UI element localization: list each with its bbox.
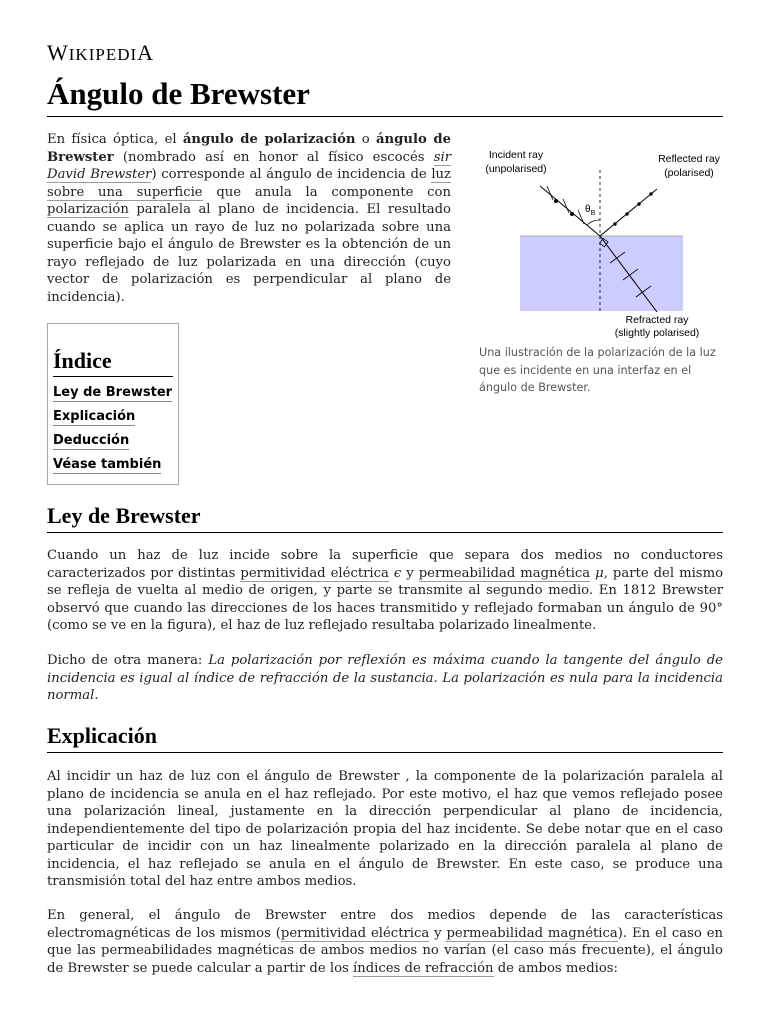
link-permeabilidad-2[interactable]: permeabilidad magnética [446,925,618,941]
ley-paragraph-1: Cuando un haz de luz incide sobre la superficie que separa dos medios no conductores caracterizados por distintas permitividad eléctrica ϵ y permeabilidad magnética μ, parte del mismo se refleja de vuelta al medio de origen, y parte se transmite al segundo medio. En 1812 Brewster observó que cuando las direcciones de los haces transmitido y reflejado formaban un ángulo de 90° (como se ve en la figura), el haz de luz reflejado resultaba polarizado linealmente. [47,548,724,633]
incident-ray-label: Incident ray [488,149,544,161]
link-indices-refraccion[interactable]: índices de refracción [353,960,494,976]
link-light-on-surface[interactable]: luz sobre una superficie [47,167,452,200]
toc-item-ley-de-brewster[interactable]: Ley de Brewster [53,385,173,400]
reflected-ray [600,189,657,236]
figure-caption: Una ilustración de la polarización de la luz que es incidente en una interfaz en el ángulo de Brewster. [479,346,716,394]
refracted-ray-sublabel: (slightly polarised) [614,327,700,339]
page-title: Ángulo de Brewster [47,76,723,117]
wikipedia-logo[interactable]: WIKIPEDIA [47,40,155,65]
intro-paragraph: En física óptica, el ángulo de polarización o ángulo de Brewster (nombrado así en honor al físico escocés sir David Brewster) corresponde al ángulo de incidencia de luz sobre una superficie que anula la componente con polarización paralela al plano de incidencia. El resultado cuando se aplica un rayo de luz no polarizada sobre una superficie bajo el ángulo de Brewster es la obtención de un rayo reflejado de luz polarizada en una dirección (cuyo vector de polarización es perpendicular al plano de incidencia). [47,132,452,305]
link-permeabilidad[interactable]: permeabilidad magnética [418,565,591,581]
toc-item-explicacion[interactable]: Explicación [53,409,136,424]
section-heading-ley-de-brewster: Ley de Brewster [47,503,723,533]
reflected-ray-label: Reflected ray [658,153,720,165]
theta-label: $\theta_B$ [585,204,596,217]
bold-term-brewster-angle: ángulo de Brewster [47,132,452,165]
angle-arc [587,220,600,225]
reflected-ray-sublabel: (polarised) [664,167,714,179]
medium-region [520,236,683,311]
toc-item-vease-tambien[interactable]: Véase también [53,457,162,472]
link-permitividad-2[interactable]: permitividad eléctrica [280,925,430,941]
table-of-contents [47,323,179,485]
link-david-brewster[interactable]: sir David Brewster [47,149,451,182]
toc-item-deduccion[interactable]: Deducción [53,433,130,448]
ley-paragraph-2: Dicho de otra manera: La polarización por reflexión es máxima cuando la tangente del ángulo de incidencia es igual al índice de refracción de la sustancia. La polarización es nula para la incidencia normal. [47,653,723,703]
brewster-diagram [475,140,725,350]
explicacion-paragraph-2: En general, el ángulo de Brewster entre dos medios depende de las características electromagnéticas de los mismos (permitividad eléctrica y permeabilidad magnética). En el caso en que las permeabilidades magnéticas de ambos medios no varían (el caso más frecuente), el ángulo de Brewster se puede calcular a partir de los índices de refracción de ambos medios: [47,908,723,976]
link-polarization[interactable]: polarización [47,202,129,217]
link-permitividad[interactable]: permitividad eléctrica [240,565,389,581]
explicacion-paragraph-1: Al incidir un haz de luz con el ángulo de Brewster , la componente de la polarización paralela al plano de incidencia se anula en el haz reflejado. Por este motivo, el haz que vemos reflejado posee una polarización lineal, justamente en la dirección perpendicular al plano de incidencia, independientemente del tipo de polarización propia del haz incidente. Se debe notar que en el caso particular de incidir con un haz linealmente polarizado en la dirección paralela al plano de incidencia, el haz reflejado se anula en el ángulo de Brewster. En este caso, se produce una transmisión total del haz entre ambos medios. [47,769,723,889]
refracted-ray-label: Refracted ray [625,314,689,326]
bold-term-polarization-angle: ángulo de polarización [182,132,356,147]
toc-heading: Índice [53,348,173,377]
section-heading-explicacion: Explicación [47,723,723,753]
incident-ray-sublabel: (unpolarised) [485,163,547,175]
